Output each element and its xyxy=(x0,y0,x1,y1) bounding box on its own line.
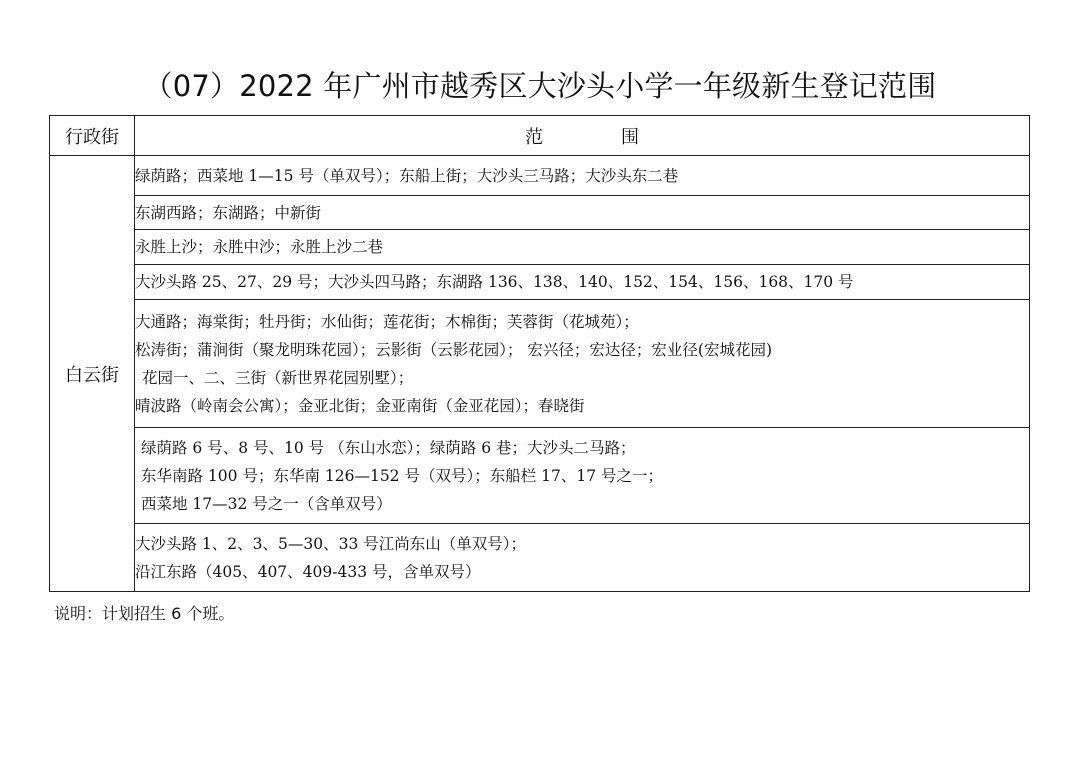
range-line: 大沙头路 25、27、29 号；大沙头四马路；东湖路 136、138、140、152、154、156、168、170 号 xyxy=(135,273,854,291)
range-line: 东华南路 100 号；东华南 126—152 号（双号）；东船栏 17、17 号之一； xyxy=(141,466,664,485)
range-line: 松涛街；蒲涧街（聚龙明珠花园）；云影街（云影花园）； 宏兴径；宏达径；宏业径(宏城花园) xyxy=(135,340,773,359)
table-header-row xyxy=(50,116,1030,156)
range-cell xyxy=(135,300,1030,428)
table-row xyxy=(50,196,1030,230)
table-row xyxy=(50,265,1030,300)
range-cell xyxy=(135,156,1030,196)
table-row xyxy=(50,428,1030,524)
range-line: 花园一、二、三街（新世界花园别墅）； xyxy=(142,368,414,387)
table-row xyxy=(50,156,1030,196)
range-line: 沿江东路（405、407、409-433 号，含单双号） xyxy=(135,562,481,581)
range-line: 东湖西路；东湖路；中新街 xyxy=(135,203,322,222)
page-title: （07）2022 年广州市越秀区大沙头小学一年级新生登记范围 xyxy=(143,69,937,103)
range-line: 绿荫路 6 号、8 号、10 号 （东山水恋）；绿荫路 6 巷；大沙头二马路； xyxy=(141,438,636,457)
table-row xyxy=(50,524,1030,592)
range-cell xyxy=(135,428,1030,524)
table-row xyxy=(50,300,1030,428)
range-line: 西菜地 17—32 号之一（含单双号） xyxy=(141,494,392,513)
range-line: 永胜上沙；永胜中沙；永胜上沙二巷 xyxy=(135,238,384,256)
range-line: 晴波路（岭南会公寓）；金亚北街；金亚南街（金亚花园）；春晓街 xyxy=(135,396,585,415)
registration-range-table xyxy=(49,115,1030,592)
range-cell xyxy=(135,524,1030,592)
range-cell xyxy=(135,196,1030,230)
range-cell xyxy=(135,230,1030,265)
range-line: 绿荫路；西菜地 1—15 号（单双号）；东船上街；大沙头三马路；大沙头东二巷 xyxy=(135,166,679,185)
street-name-cell: 白云街 xyxy=(50,156,135,592)
range-cell xyxy=(135,265,1030,300)
enrollment-note: 说明：计划招生 6 个班。 xyxy=(54,604,235,623)
range-line: 大沙头路 1、2、3、5—30、33 号江尚东山（单双号）； xyxy=(135,534,526,553)
header-range: 范围 xyxy=(135,116,1030,156)
header-street: 行政街 xyxy=(50,116,135,156)
table-row xyxy=(50,230,1030,265)
range-line: 大通路；海棠街；牡丹街；水仙街；莲花街；木棉街；芙蓉街（花城苑）； xyxy=(135,312,639,331)
